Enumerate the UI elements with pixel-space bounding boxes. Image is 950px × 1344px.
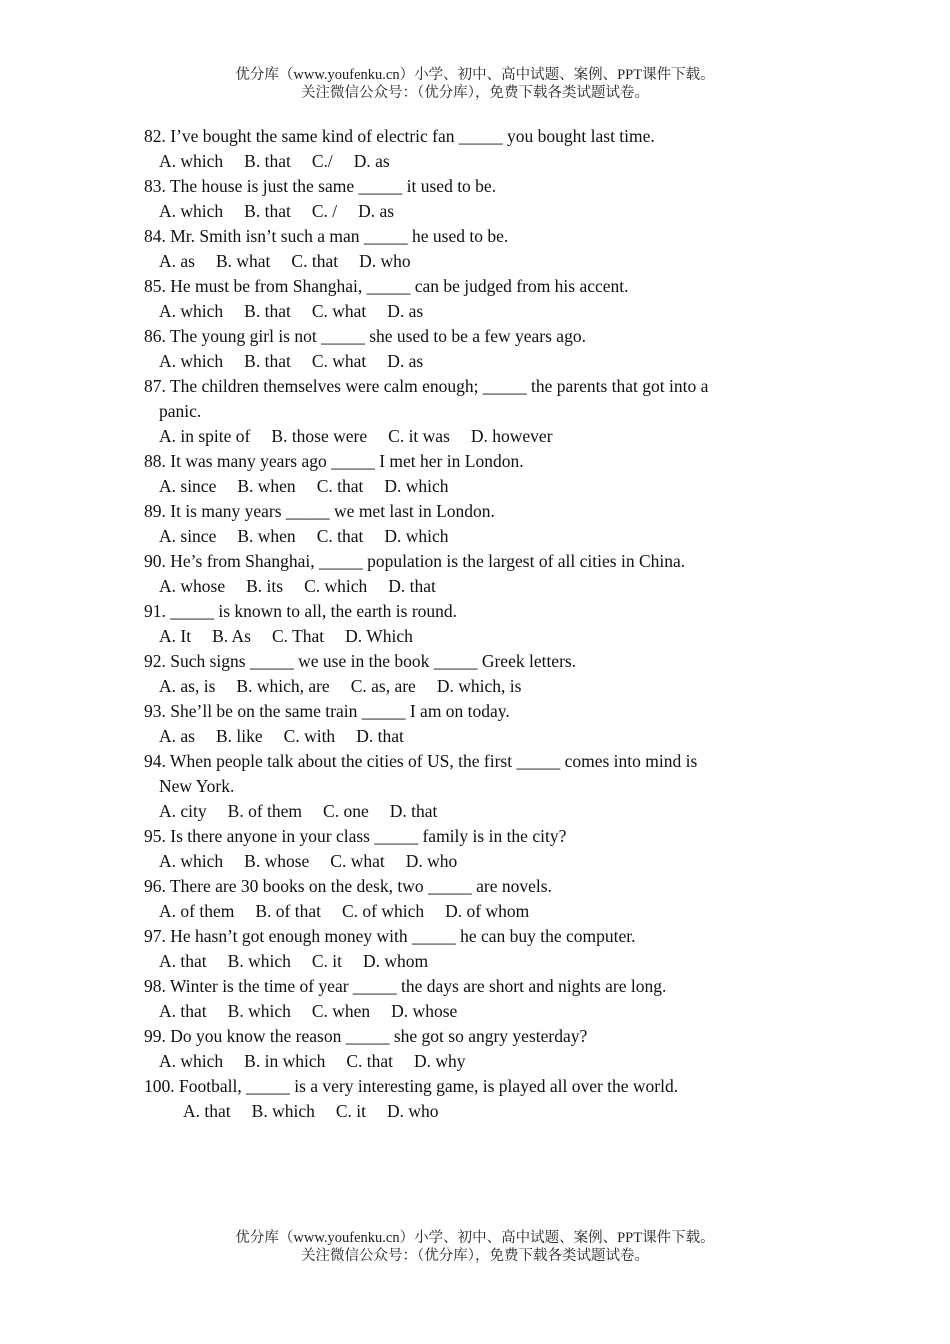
- question-item: [144, 1074, 784, 1124]
- answer-option: D. which, is: [436, 676, 522, 696]
- answer-option: C. which: [304, 576, 368, 596]
- answer-option: C. one: [323, 801, 369, 821]
- question-stem-continued: New York.: [159, 776, 235, 796]
- answer-option: D. who: [405, 851, 458, 871]
- question-stem: 94. When people talk about the cities of US, the first _____ comes into mind is: [144, 751, 698, 771]
- answer-option: C. with: [283, 726, 336, 746]
- answer-options: [144, 1049, 784, 1074]
- answer-option: A. which: [159, 351, 224, 371]
- question-item: [144, 549, 784, 599]
- answer-option: C. as, are: [350, 676, 416, 696]
- answer-option: C. it: [311, 951, 342, 971]
- question-stem-continued: panic.: [159, 401, 202, 421]
- answer-option: D. who: [359, 251, 411, 271]
- answer-option: B. that: [244, 301, 291, 321]
- answer-options: [144, 149, 784, 174]
- answer-options: [144, 949, 784, 974]
- answer-option: B. when: [237, 526, 296, 546]
- answer-option: A. city: [159, 801, 207, 821]
- question-stem: 96. There are 30 books on the desk, two _____ are novels.: [144, 876, 552, 896]
- answer-option: C./: [311, 151, 333, 171]
- answer-option: B. As: [212, 626, 251, 646]
- answer-option: A. as: [159, 726, 195, 746]
- answer-option: D. as: [353, 151, 390, 171]
- answer-option: D. which: [384, 476, 449, 496]
- answer-option: C. that: [316, 476, 364, 496]
- answer-option: A. that: [183, 1101, 231, 1121]
- answer-option: A. as, is: [159, 676, 216, 696]
- answer-option: D. that: [388, 576, 436, 596]
- question-item: [144, 324, 784, 374]
- answer-options: [144, 674, 784, 699]
- question-list: [144, 124, 784, 1124]
- question-stem: 89. It is many years _____ we met last in London.: [144, 501, 495, 521]
- question-item: [144, 599, 784, 649]
- answer-option: D. which: [384, 526, 449, 546]
- question-stem: 88. It was many years ago _____ I met her in London.: [144, 451, 524, 471]
- answer-option: A. of them: [159, 901, 235, 921]
- question-item: [144, 974, 784, 1024]
- page-footer: [0, 1229, 950, 1265]
- question-item: [144, 749, 784, 824]
- answer-options: [144, 899, 784, 924]
- question-item: [144, 374, 784, 449]
- answer-option: A. since: [159, 526, 217, 546]
- question-stem: 83. The house is just the same _____ it used to be.: [144, 176, 497, 196]
- answer-option: B. of that: [255, 901, 321, 921]
- answer-option: B. that: [244, 201, 291, 221]
- answer-options: [144, 249, 784, 274]
- question-stem: 87. The children themselves were calm enough; _____ the parents that got into a: [144, 376, 709, 396]
- answer-options: [144, 849, 784, 874]
- question-item: [144, 499, 784, 549]
- answer-option: C. /: [311, 201, 338, 221]
- answer-options: [144, 799, 784, 824]
- footer-line-1: 优分库（www.youfenku.cn）小学、初中、高中试题、案例、PPT课件下载。: [235, 1230, 715, 1246]
- answer-option: A. which: [159, 851, 224, 871]
- answer-option: D. Which: [345, 626, 413, 646]
- answer-option: D. as: [387, 301, 424, 321]
- answer-option: D. whom: [363, 951, 429, 971]
- answer-options: [144, 524, 784, 549]
- answer-option: A. as: [159, 251, 195, 271]
- answer-option: D. that: [389, 801, 438, 821]
- answer-option: D. as: [358, 201, 395, 221]
- answer-option: B. those were: [271, 426, 368, 446]
- question-stem: 97. He hasn’t got enough money with _____ he can buy the computer.: [144, 926, 636, 946]
- question-item: [144, 1024, 784, 1074]
- answer-option: A. which: [159, 151, 224, 171]
- answer-options: [144, 349, 784, 374]
- answer-option: A. since: [159, 476, 217, 496]
- answer-option: C. that: [316, 526, 364, 546]
- answer-option: D. who: [387, 1101, 439, 1121]
- question-item: [144, 449, 784, 499]
- answer-option: B. like: [215, 726, 263, 746]
- answer-option: D. however: [470, 426, 553, 446]
- header-line-1: 优分库（www.youfenku.cn）小学、初中、高中试题、案例、PPT课件下载。: [235, 67, 715, 83]
- footer-line-2: 关注微信公众号：（优分库），免费下载各类试题试卷。: [301, 1248, 649, 1264]
- question-item: [144, 699, 784, 749]
- answer-options: [144, 199, 784, 224]
- answer-option: B. whose: [244, 851, 310, 871]
- answer-option: C. that: [291, 251, 339, 271]
- question-stem: 90. He’s from Shanghai, _____ population is the largest of all cities in China.: [144, 551, 686, 571]
- answer-option: A. which: [159, 301, 224, 321]
- answer-options: [144, 299, 784, 324]
- answer-option: B. its: [246, 576, 284, 596]
- answer-option: B. that: [244, 151, 291, 171]
- answer-option: B. which: [227, 1001, 291, 1021]
- answer-option: A. in spite of: [159, 426, 251, 446]
- answer-option: C. that: [346, 1051, 394, 1071]
- question-item: [144, 824, 784, 874]
- answer-option: B. which: [227, 951, 291, 971]
- question-item: [144, 649, 784, 699]
- question-stem: 91. _____ is known to all, the earth is round.: [144, 601, 458, 621]
- question-stem: 84. Mr. Smith isn’t such a man _____ he used to be.: [144, 226, 509, 246]
- question-item: [144, 274, 784, 324]
- answer-option: B. which: [251, 1101, 315, 1121]
- answer-options: [144, 724, 784, 749]
- answer-option: D. of whom: [445, 901, 530, 921]
- question-item: [144, 174, 784, 224]
- answer-options: [144, 474, 784, 499]
- answer-options: [144, 999, 784, 1024]
- answer-option: C. when: [311, 1001, 371, 1021]
- answer-option: A. which: [159, 1051, 224, 1071]
- answer-option: A. that: [159, 1001, 207, 1021]
- question-item: [144, 924, 784, 974]
- answer-options: [144, 424, 784, 449]
- answer-option: B. in which: [244, 1051, 326, 1071]
- answer-options: [144, 624, 784, 649]
- answer-option: C. what: [311, 351, 367, 371]
- question-item: [144, 874, 784, 924]
- answer-option: C. it: [335, 1101, 366, 1121]
- answer-option: A. It: [159, 626, 192, 646]
- question-item: [144, 124, 784, 174]
- page-header: [0, 66, 950, 102]
- question-stem: 86. The young girl is not _____ she used to be a few years ago.: [144, 326, 586, 346]
- answer-option: C. That: [271, 626, 325, 646]
- answer-option: C. of which: [341, 901, 425, 921]
- question-stem: 95. Is there anyone in your class _____ family is in the city?: [144, 826, 567, 846]
- answer-option: A. that: [159, 951, 207, 971]
- answer-option: D. that: [356, 726, 404, 746]
- question-stem: 99. Do you know the reason _____ she got so angry yesterday?: [144, 1026, 588, 1046]
- answer-option: D. whose: [391, 1001, 458, 1021]
- answer-option: A. which: [159, 201, 224, 221]
- answer-option: B. when: [237, 476, 296, 496]
- answer-option: B. of them: [227, 801, 303, 821]
- question-stem: 98. Winter is the time of year _____ the days are short and nights are long.: [144, 976, 667, 996]
- answer-option: C. it was: [388, 426, 450, 446]
- answer-option: D. as: [387, 351, 424, 371]
- answer-options: [144, 574, 784, 599]
- question-stem: 93. She’ll be on the same train _____ I am on today.: [144, 701, 510, 721]
- question-stem: 100. Football, _____ is a very interesting game, is played all over the world.: [144, 1076, 679, 1096]
- answer-option: B. that: [244, 351, 291, 371]
- answer-option: C. what: [311, 301, 367, 321]
- answer-option: B. which, are: [236, 676, 330, 696]
- question-stem: 92. Such signs _____ we use in the book _____ Greek letters.: [144, 651, 577, 671]
- answer-option: C. what: [330, 851, 385, 871]
- question-stem: 82. I’ve bought the same kind of electric fan _____ you bought last time.: [144, 126, 655, 146]
- question-item: [144, 224, 784, 274]
- answer-option: D. why: [414, 1051, 466, 1071]
- answer-option: B. what: [215, 251, 271, 271]
- answer-option: A. whose: [159, 576, 226, 596]
- question-stem: 85. He must be from Shanghai, _____ can be judged from his accent.: [144, 276, 629, 296]
- header-line-2: 关注微信公众号：（优分库），免费下载各类试题试卷。: [301, 85, 649, 101]
- answer-options: [144, 1099, 784, 1124]
